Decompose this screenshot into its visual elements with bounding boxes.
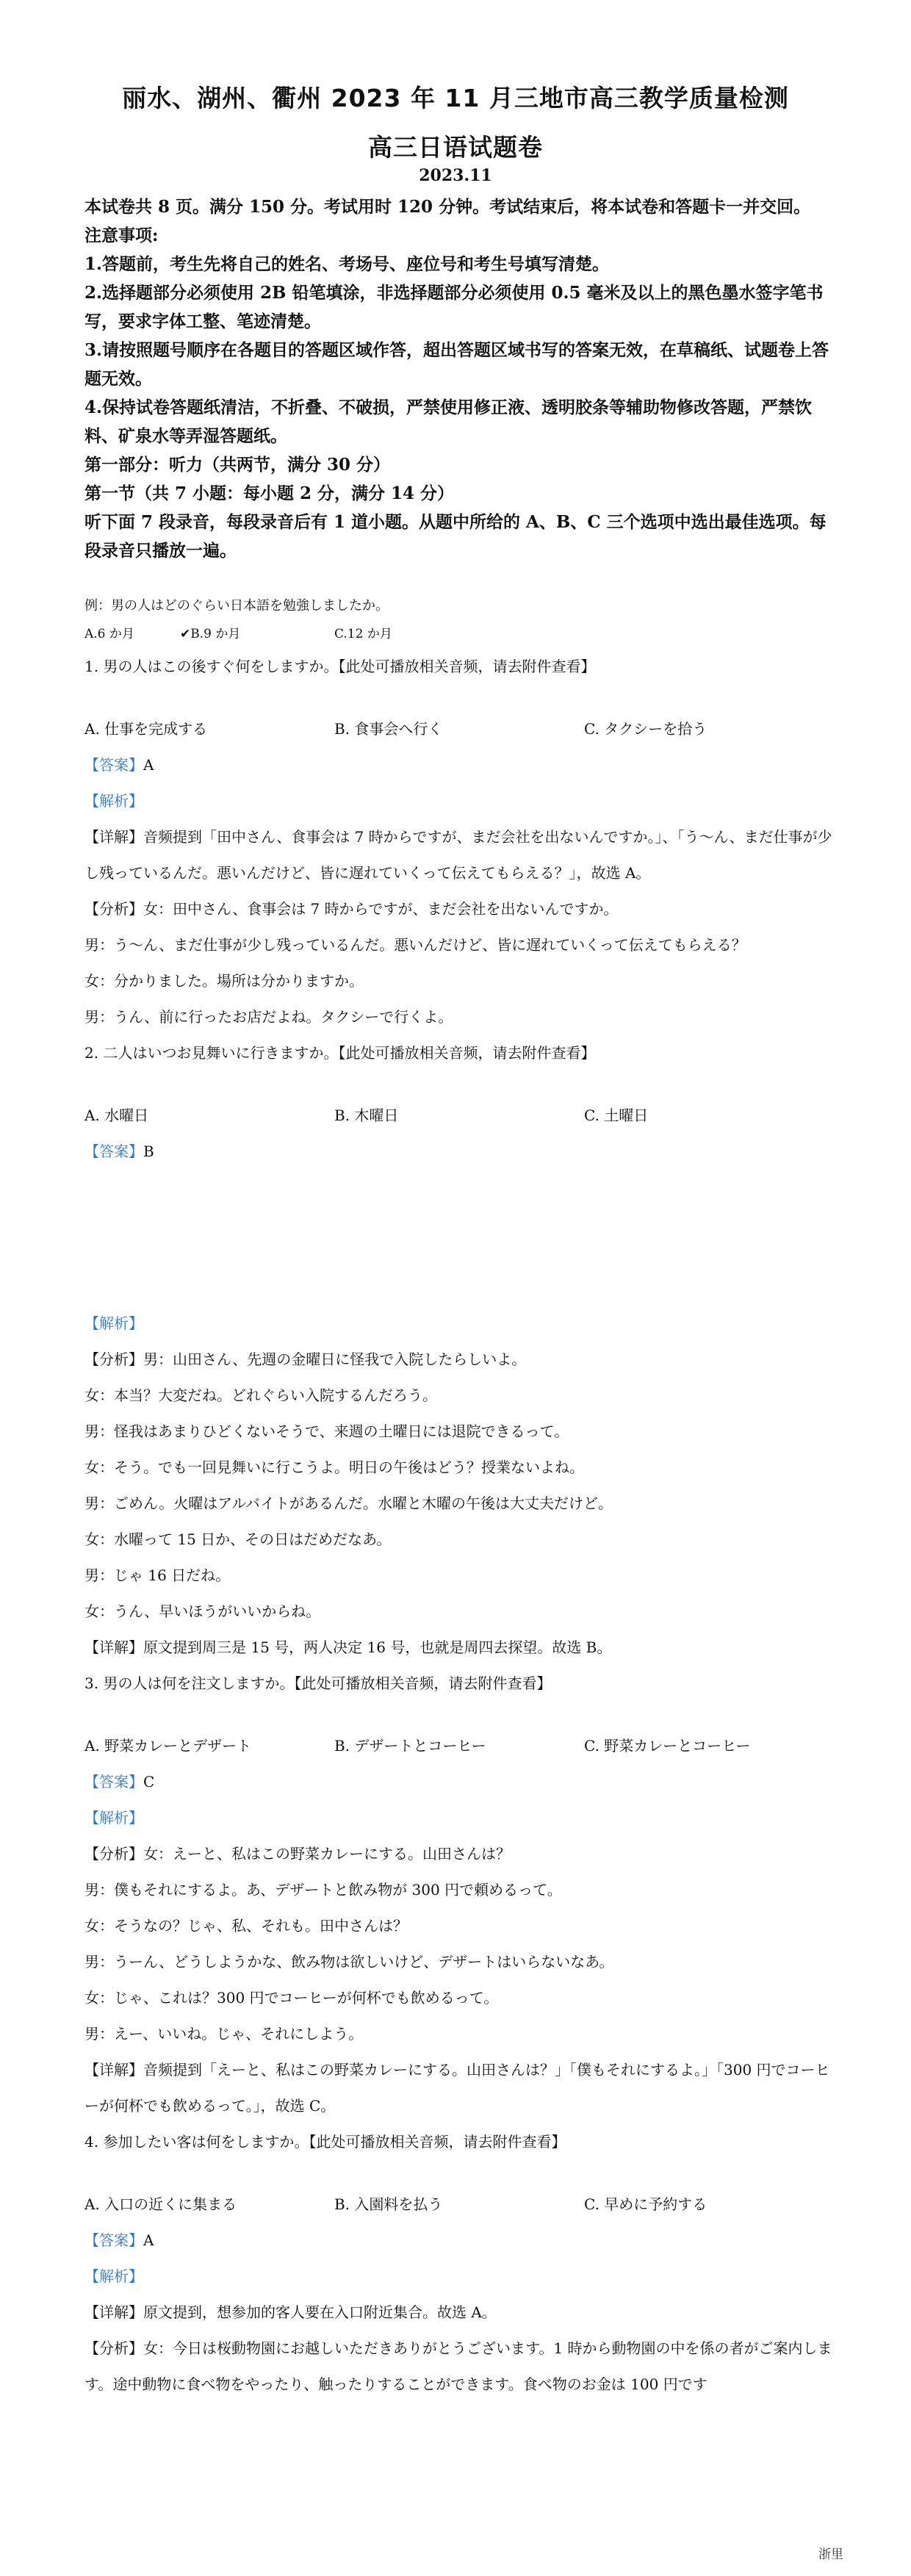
q3-audio-note[interactable]: 【此处可播放相关音频，请去附件查看】 (294, 1674, 552, 1692)
questions (84, 593, 834, 2403)
q3-stem-text: 3. 男の人は何を注文しますか。 (84, 1674, 295, 1692)
q4-choices (84, 2187, 834, 2223)
q1-audio-note[interactable]: 【此处可播放相关音频，请去附件查看】 (338, 658, 596, 675)
q3-choices (84, 1728, 834, 1764)
q1-dialogue-3: 女：分かりました。場所は分かりますか。 (84, 972, 364, 990)
q1-stem (84, 649, 834, 685)
exam-date: 2023.11 (419, 166, 492, 185)
q1-analysis-tag: 【解析】 (84, 792, 143, 810)
q2-dialogue-8: 女：うん、早いほうがいいからね。 (84, 1602, 321, 1620)
q3-dialogue-2: 男：僕もそれにするよ。あ、デザートと飲み物が 300 円で頼めるって。 (84, 1881, 562, 1899)
q2-dialogue-2: 女：本当？大変だね。どれぐらい入院するんだろう。 (84, 1386, 437, 1404)
q2-audio-note[interactable]: 【此处可播放相关音频，请去附件查看】 (338, 1044, 596, 1062)
q4-answer (84, 2223, 834, 2259)
q4-option-b: B. 入園料を払う (334, 2195, 443, 2213)
q1-dialogue-2: 男：う～ん、まだ仕事が少し残っているんだ。悪いんだけど、皆に遅れていくって伝えてもらえる？ (84, 936, 746, 954)
q2-dialogue-7: 男：じゃ 16 日だね。 (84, 1566, 231, 1584)
q1-answer-value: A (143, 756, 154, 774)
q3-dialogue-1: 【分析】女：えーと、私はこの野菜カレーにする。山田さんは？ (84, 1845, 511, 1863)
q3-dialogue-3: 女：そうなの？じゃ、私、それも。田中さんは？ (84, 1917, 408, 1935)
q4-detail: 【详解】原文提到，想参加的客人要在入口附近集合。故选 A。 (84, 2303, 497, 2321)
q2-stem-text: 2. 二人はいつお見舞いに行きますか。 (84, 1044, 339, 1062)
q2-answer-value: B (143, 1143, 154, 1160)
q3-detail: 【详解】音频提到「えーと、私はこの野菜カレーにする。山田さんは？」「僕もそれにするよ。」「300 円でコーヒーが何杯でも飲めるって。」，故选 C。 (84, 2061, 830, 2115)
q4-analysis-tag: 【解析】 (84, 2267, 143, 2285)
q2-answer (84, 1134, 834, 1170)
q1-detail: 【详解】音频提到「田中さん、食事会は 7 時からですが、まだ会社を出ないんですか。」、「う～ん、まだ仕事が少し残っているんだ。悪いんだけど、皆に遅れていくって伝えてもらえる？」，故选 A。 (84, 828, 832, 882)
example-option-b: ✔B.9 か月 (180, 627, 241, 641)
example-option-a: A.6 か月 (84, 627, 134, 641)
example-options (84, 619, 834, 649)
exam-subtitle: 高三日语试题卷 (368, 133, 543, 162)
q4-audio-note[interactable]: 【此处可播放相关音频，请去附件查看】 (309, 2133, 566, 2151)
q2-dialogue-4: 女：そう。でも一回見舞いに行こうよ。明日の午後はどう？授業ないよね。 (84, 1458, 584, 1476)
q3-stem (84, 1666, 834, 1702)
directions: 听下面 7 段录音，每段录音后有 1 道小题。从题中所给的 A、B、C 三个选项中选出最佳选项。每段录音只播放一遍。 (84, 512, 827, 561)
q2-analysis-tag: 【解析】 (84, 1314, 143, 1332)
q3-option-b: B. デザートとコーヒー (334, 1737, 486, 1755)
notice-2: 2.选择题部分必须使用 2B 铅笔填涂，非选择题部分必须使用 0.5 毫米及以上的黑色墨水签字笔书写，要求字体工整、笔迹清楚。 (84, 283, 824, 331)
q3-dialogue-5: 女：じゃ、これは？300 円でコーヒーが何杯でも飲めるって。 (84, 1989, 499, 2007)
q1-choices (84, 711, 834, 747)
instructions (84, 193, 834, 565)
q4-option-c: C. 早めに予約する (584, 2195, 707, 2213)
notice-heading: 注意事项: (84, 226, 159, 245)
q2-choices (84, 1098, 834, 1134)
example-option-c: C.12 か月 (334, 627, 392, 641)
exam-title: 丽水、湖州、衢州 2023 年 11 月三地市高三教学质量检测 (122, 84, 789, 112)
q2-dialogue-6: 女：水曜って 15 日か、その日はだめだなあ。 (84, 1530, 392, 1548)
q1-answer-tag: 【答案】 (84, 756, 143, 774)
q2-option-c: C. 土曜日 (584, 1107, 649, 1124)
notice-4: 4.保持试卷答题纸清洁，不折叠、不破损，严禁使用修正液、透明胶条等辅助物修改答题，严禁饮料、矿泉水等弄湿答题纸。 (84, 397, 813, 446)
notice-3: 3.请按照题号顺序在各题目的答题区域作答，超出答题区域书写的答案无效，在草稿纸、试题卷上答题无效。 (84, 340, 829, 389)
blank-space (84, 1170, 834, 1306)
q2-answer-tag: 【答案】 (84, 1143, 143, 1160)
q2-dialogue-1: 【分析】男：山田さん、先週の金曜日に怪我で入院したらしいよ。 (84, 1350, 527, 1368)
q2-stem (84, 1035, 834, 1071)
q4-answer-tag: 【答案】 (84, 2231, 143, 2249)
q2-dialogue-3: 男：怪我はあまりひどくないそうで、来週の土曜日には退院できるって。 (84, 1422, 569, 1440)
q3-dialogue-6: 男：えー、いいね。じゃ、それにしよう。 (84, 2025, 364, 2043)
q4-stem-text: 4. 参加したい客は何をしますか。 (84, 2133, 309, 2151)
q4-option-a: A. 入口の近くに集まる (84, 2195, 237, 2213)
part-heading: 第一部分：听力（共两节，满分 30 分） (84, 455, 391, 475)
q2-option-a: A. 水曜日 (84, 1107, 149, 1124)
q4-dialogue-1: 【分析】女：今日は桜動物園にお越しいただきありがとうございます。1 時から動物園の中を係の者がご案内します。途中動物に食べ物をやったり、触ったりすることができます。食べ物のお金は 100 円です (84, 2339, 832, 2393)
q1-dialogue-1: 【分析】女：田中さん、食事会は 7 時からですが、まだ会社を出ないんですか。 (84, 900, 619, 918)
q3-option-a: A. 野菜カレーとデザート (84, 1737, 252, 1755)
q3-analysis-tag: 【解析】 (84, 1809, 143, 1827)
section-heading: 第一节（共 7 小题：每小题 2 分，满分 14 分） (84, 483, 455, 503)
q1-option-a: A. 仕事を完成する (84, 720, 208, 738)
q3-answer-value: C (143, 1773, 155, 1791)
q3-answer (84, 1764, 834, 1800)
q3-answer-tag: 【答案】 (84, 1773, 143, 1791)
q1-option-c: C. タクシーを拾う (584, 720, 707, 738)
q2-dialogue-5: 男：ごめん。火曜はアルバイトがあるんだ。水曜と木曜の午後は大丈夫だけど。 (84, 1494, 613, 1512)
example-question: 例：男の人はどのぐらい日本語を勉強しましたか。 (84, 598, 389, 614)
notice-1: 1.答题前，考生先将自己的姓名、考场号、座位号和考生号填写清楚。 (84, 254, 610, 274)
q3-dialogue-4: 男：うーん、どうしようかな、飲み物は欲しいけど、デザートはいらないなあ。 (84, 1953, 614, 1971)
q3-option-c: C. 野菜カレーとコーヒー (584, 1737, 751, 1755)
q2-detail: 【详解】原文提到周三是 15 号，两人决定 16 号，也就是周四去探望。故选 B。 (84, 1638, 612, 1656)
q1-dialogue-4: 男：うん、前に行ったお店だよね。タクシーで行くよ。 (84, 1008, 453, 1026)
q4-stem (84, 2124, 834, 2160)
q1-option-b: B. 食事会へ行く (334, 720, 443, 738)
intro-line: 本试卷共 8 页。满分 150 分。考试用时 120 分钟。考试结束后，将本试卷和答题卡一并交回。 (84, 197, 811, 217)
q4-answer-value: A (143, 2231, 154, 2249)
q1-answer (84, 747, 834, 783)
q1-stem-text: 1. 男の人はこの後すぐ何をしますか。 (84, 658, 339, 675)
q2-option-b: B. 木曜日 (334, 1107, 399, 1124)
footer-mark: 浙里 (818, 2547, 843, 2562)
